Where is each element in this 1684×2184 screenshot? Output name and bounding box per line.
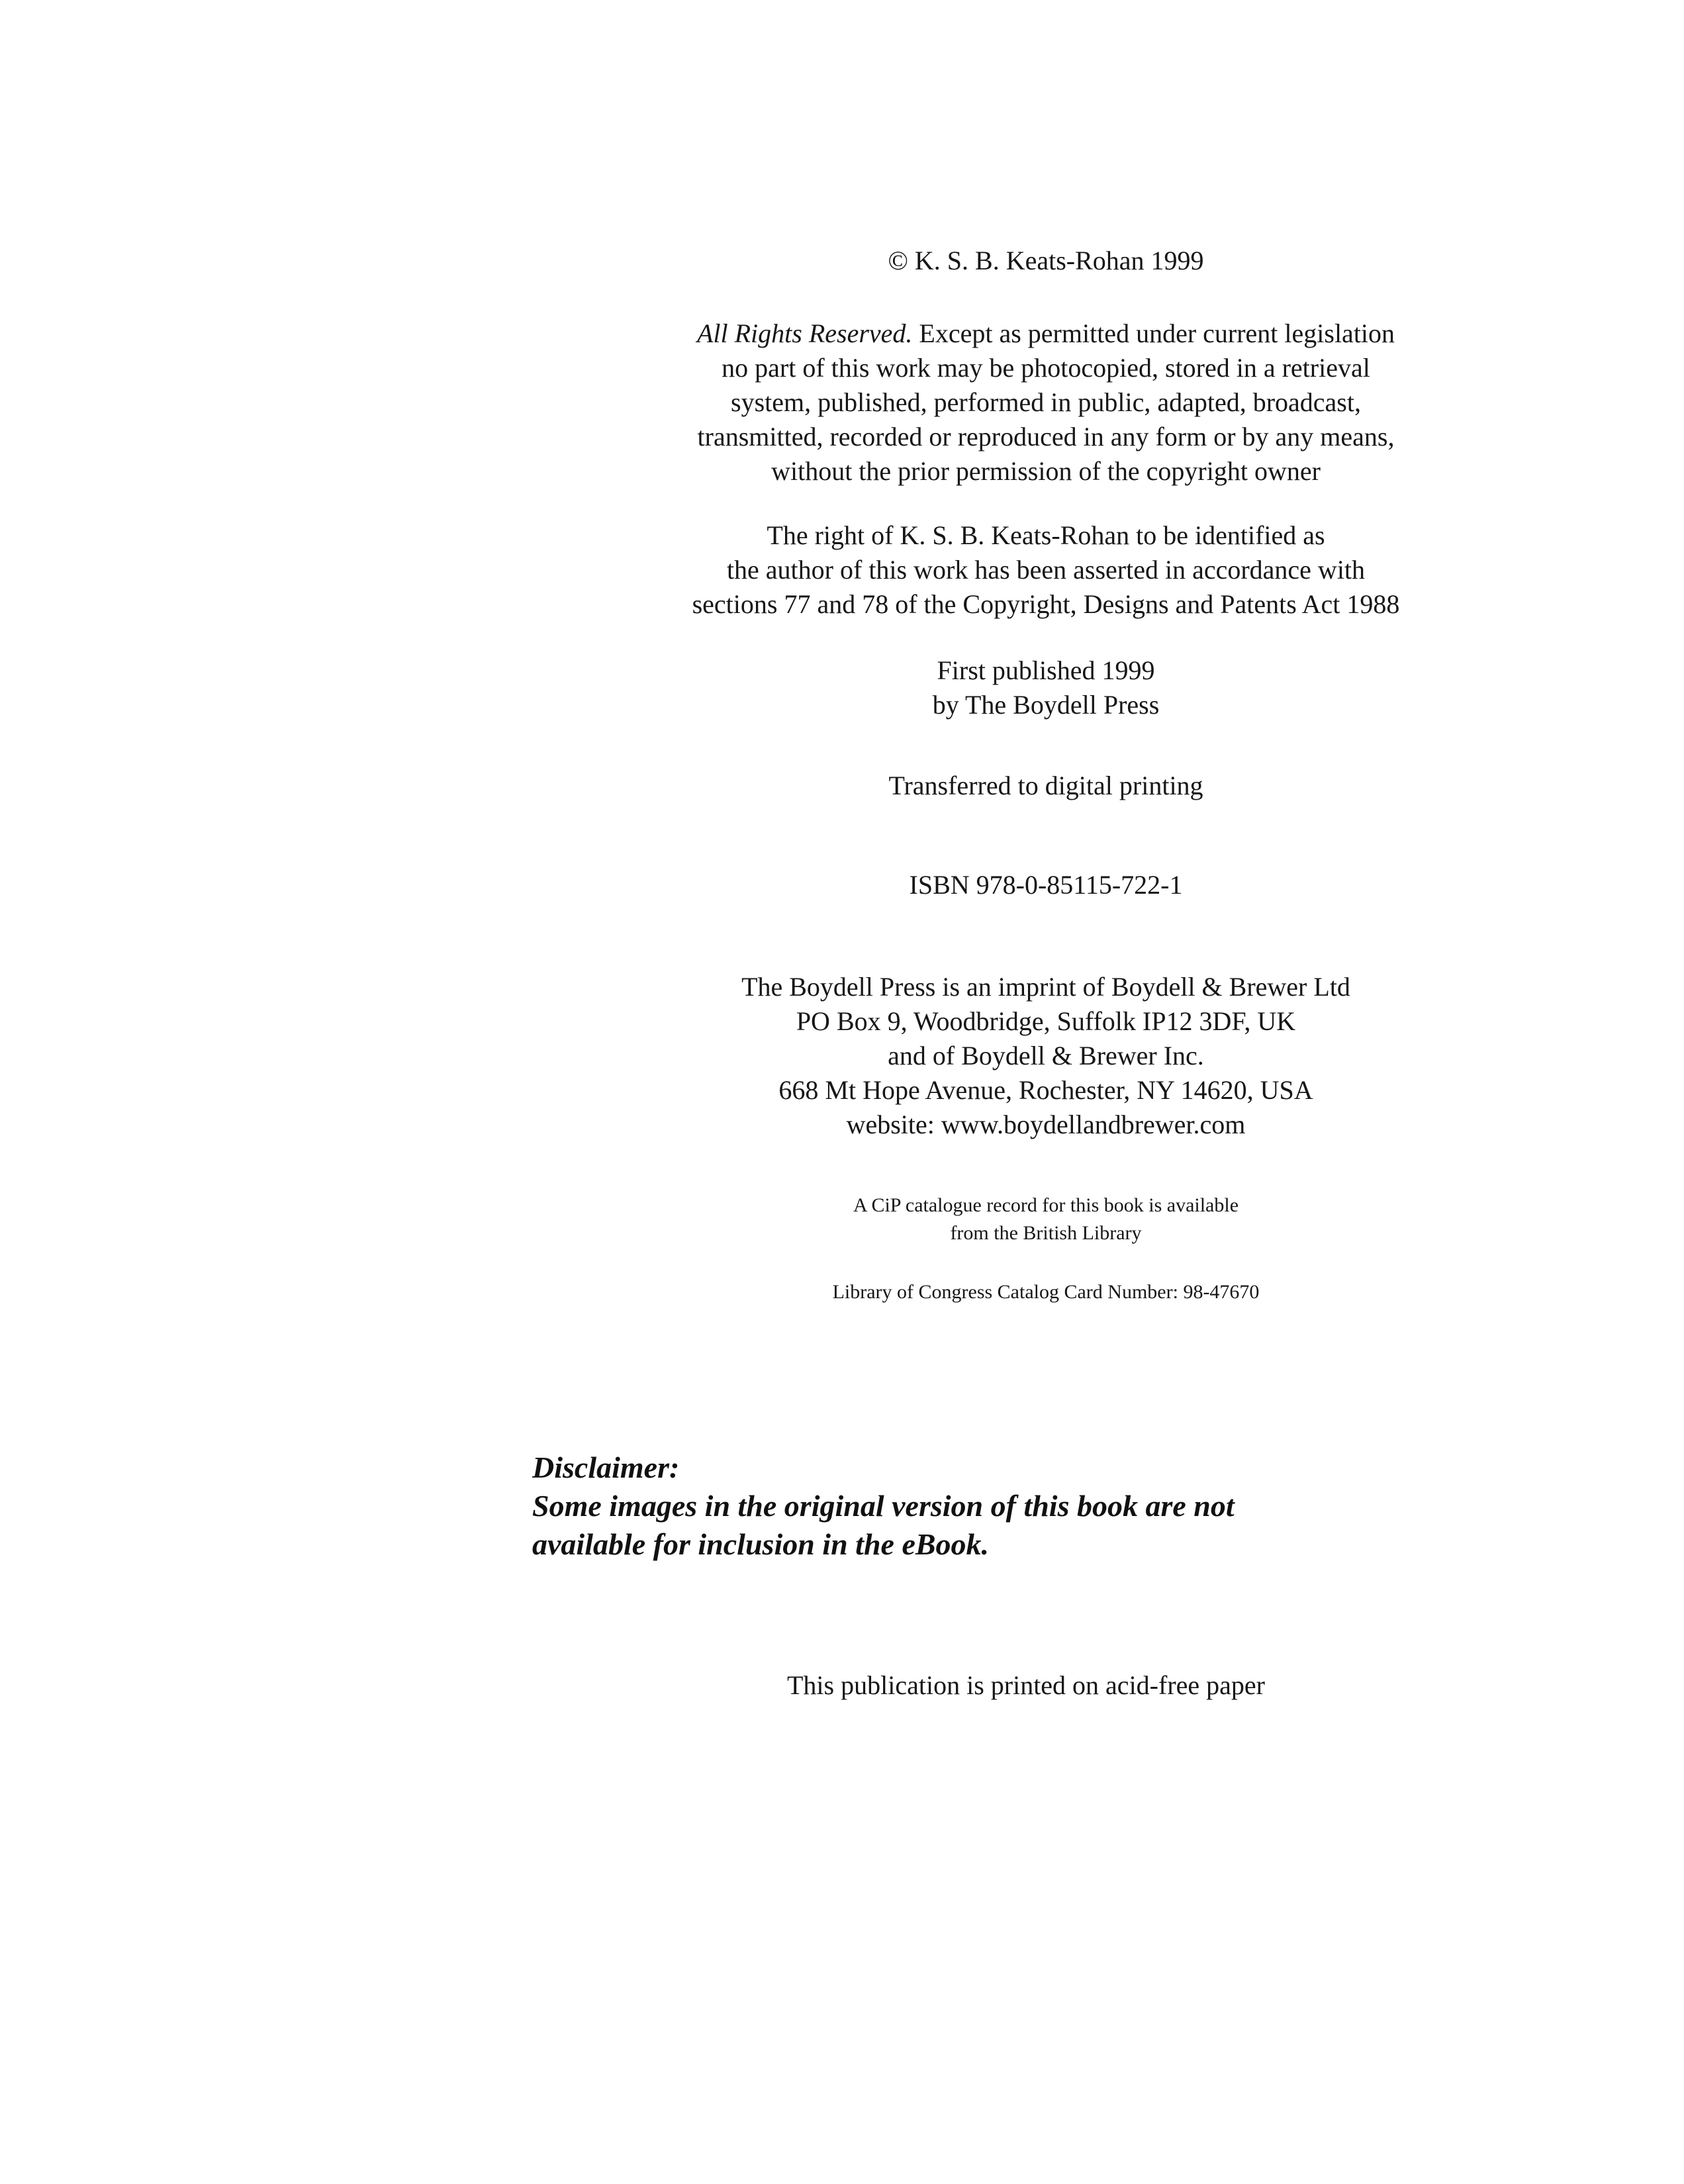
digital-printing-note bbox=[622, 769, 1470, 803]
cip-line: A CiP catalogue record for this book is available bbox=[853, 1194, 1239, 1216]
disclaimer-line: available for inclusion in the eBook. bbox=[532, 1527, 990, 1561]
loc-text: Library of Congress Catalog Card Number: 98-47670 bbox=[832, 1281, 1260, 1303]
rights-line-3: system, published, performed in public, adapted, broadcast, bbox=[731, 387, 1361, 417]
isbn-text: ISBN 978-0-85115-722-1 bbox=[909, 870, 1183, 900]
cip-line: from the British Library bbox=[950, 1222, 1142, 1244]
publication-info bbox=[622, 653, 1470, 722]
publisher-line: The Boydell Press is an imprint of Boydell & Brewer Ltd bbox=[741, 972, 1350, 1002]
rights-line-2: no part of this work may be photocopied, stored in a retrieval bbox=[722, 353, 1370, 383]
moral-rights-paragraph bbox=[622, 518, 1470, 622]
rights-line-1-rest: Except as permitted under current legislation bbox=[912, 318, 1395, 348]
cip-record bbox=[622, 1192, 1470, 1247]
rights-line-1 bbox=[622, 316, 1470, 351]
library-of-congress-number bbox=[622, 1278, 1470, 1306]
moral-rights-line: the author of this work has been asserted in accordance with bbox=[726, 555, 1366, 585]
rights-reserved-paragraph bbox=[622, 316, 1470, 489]
publisher-address bbox=[622, 970, 1470, 1142]
disclaimer bbox=[532, 1448, 1393, 1564]
rights-lead: All Rights Reserved. bbox=[696, 318, 913, 348]
publisher-website: website: www.boydellandbrewer.com bbox=[846, 1110, 1246, 1139]
first-published: First published 1999 bbox=[937, 655, 1155, 685]
rights-line-5: without the prior permission of the copyright owner bbox=[771, 456, 1321, 486]
disclaimer-heading: Disclaimer: bbox=[532, 1450, 680, 1484]
digital-printing-text: Transferred to digital printing bbox=[888, 771, 1203, 800]
copyright-notice bbox=[622, 244, 1470, 278]
publisher-name: by The Boydell Press bbox=[932, 690, 1160, 720]
moral-rights-line: sections 77 and 78 of the Copyright, Designs and Patents Act 1988 bbox=[692, 589, 1400, 619]
acid-free-note bbox=[662, 1668, 1390, 1703]
copyright-text: © K. S. B. Keats-Rohan 1999 bbox=[888, 246, 1204, 275]
disclaimer-line: Some images in the original version of this book are not bbox=[532, 1489, 1235, 1523]
moral-rights-line: The right of K. S. B. Keats-Rohan to be identified as bbox=[767, 520, 1325, 550]
publisher-line: and of Boydell & Brewer Inc. bbox=[888, 1041, 1204, 1070]
rights-line-4: transmitted, recorded or reproduced in any form or by any means, bbox=[697, 422, 1395, 451]
acid-free-text: This publication is printed on acid-free paper bbox=[787, 1670, 1265, 1700]
publisher-line: 668 Mt Hope Avenue, Rochester, NY 14620, USA bbox=[778, 1075, 1313, 1105]
publisher-line: PO Box 9, Woodbridge, Suffolk IP12 3DF, UK bbox=[796, 1006, 1296, 1036]
isbn bbox=[622, 868, 1470, 902]
